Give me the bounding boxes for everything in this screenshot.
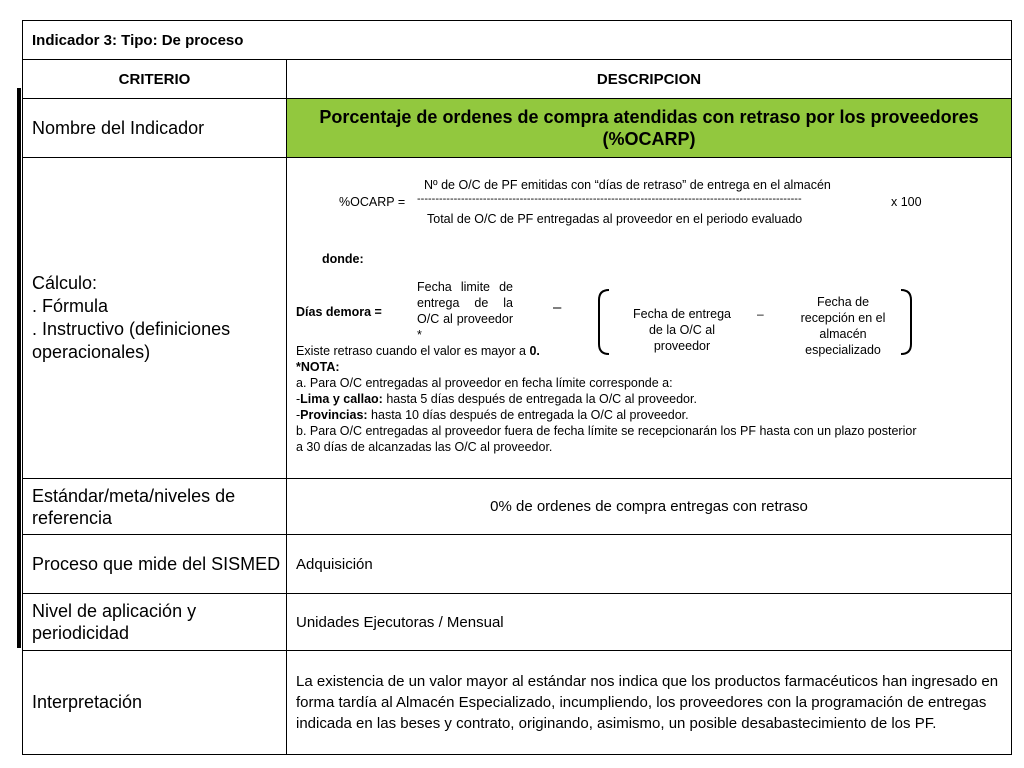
nivel-value: Unidades Ejecutoras / Mensual [296,613,504,631]
nivel-label: Nivel de aplicación y periodicidad [23,594,287,650]
dias-demora-label: Días demora = [296,305,382,319]
calculo-content [287,158,1011,478]
note-b: b. Para O/C entregadas al proveedor fuera de fecha límite se recepcionarán los PF hasta con un plazo posterior [296,424,917,438]
table-title: Indicador 3: Tipo: De proceso [32,31,244,49]
note-retraso [296,343,917,359]
column-header-row [23,60,1011,99]
fecha-entrega-text: Fecha de entrega de la O/C al proveedor [633,307,731,353]
formula-denominator: Total de O/C de PF entregadas al proveedor en el periodo evaluado [427,212,803,226]
formula-fraction-line: --------------------------------------------------------------------------------------------------------- [417,193,802,205]
note-heading: *NOTA: [296,360,340,374]
fecha-limite-text: Fecha limite de entrega de la O/C al proveedor * [417,280,513,342]
fecha-recepcion-text: Fecha de recepción en el almacén especializado [800,295,886,357]
descripcion-header: DESCRIPCION [596,70,702,88]
minus-sign-2: – [757,307,764,321]
note-lima [296,391,917,407]
note-retraso-text: Existe retraso cuando el valor es mayor a [296,344,530,358]
calculo-label-2: . Fórmula [32,296,109,316]
calculo-row [23,158,1011,479]
proceso-label: Proceso que mide del SISMED [23,535,287,593]
estandar-label: Estándar/meta/niveles de referencia [23,479,287,534]
formula-multiplier: x 100 [891,195,922,209]
nivel-row [23,594,1011,651]
table-title-row [23,21,1011,60]
note-provincias [296,407,917,423]
note-retraso-value: 0. [529,344,540,358]
indicator-table [22,20,1012,755]
formula-block [287,158,1011,478]
calculo-label [23,158,287,478]
nombre-row [23,99,1011,158]
note-lima-text: hasta 5 días después de entregada la O/C al proveedor. [382,392,697,406]
proceso-value: Adquisición [296,555,373,573]
proceso-row [23,535,1011,594]
interpretacion-value: La existencia de un valor mayor al estándar nos indica que los productos farmacéuticos han ingresado en forma tardía al Almacén Especializado, incumpliendo, los proveedores con la programación de entregas indicada en las beses y contrato, originando, asimismo, un posible desabastecimiento de los PF. [296,673,999,732]
note-b-continued: a 30 días de alcanzadas las O/C al proveedor. [296,440,553,454]
estandar-row [23,479,1011,535]
calculo-label-1: Cálculo: [32,273,98,293]
note-provincias-label: Provincias: [300,408,368,422]
left-border-accent [17,88,21,648]
note-provincias-text: hasta 10 días después de entregada la O/C al proveedor. [367,408,689,422]
calculo-label-3: . Instructivo (definiciones operacionales) [32,319,231,362]
minus-sign-1: – [553,299,562,316]
note-a: a. Para O/C entregadas al proveedor en fecha límite corresponde a: [296,376,673,390]
formula-lhs: %OCARP = [339,195,406,209]
interpretacion-label: Interpretación [23,651,287,754]
interpretacion-row [23,651,1011,754]
formula-numerator: Nº de O/C de PF emitidas con “días de retraso” de entrega en el almacén [424,178,831,192]
note-lima-label: Lima y callao: [300,392,383,406]
criterio-header: CRITERIO [23,60,287,98]
estandar-value: 0% de ordenes de compra entregas con retraso [490,498,808,515]
nombre-value: Porcentaje de ordenes de compra atendidas con retraso por los proveedores (%OCARP) [287,99,1011,157]
donde-label: donde: [322,252,364,266]
notes-block [296,343,917,455]
nombre-label: Nombre del Indicador [23,99,287,157]
note-provincias-dash: - [296,408,301,422]
note-lima-dash: - [296,392,301,406]
